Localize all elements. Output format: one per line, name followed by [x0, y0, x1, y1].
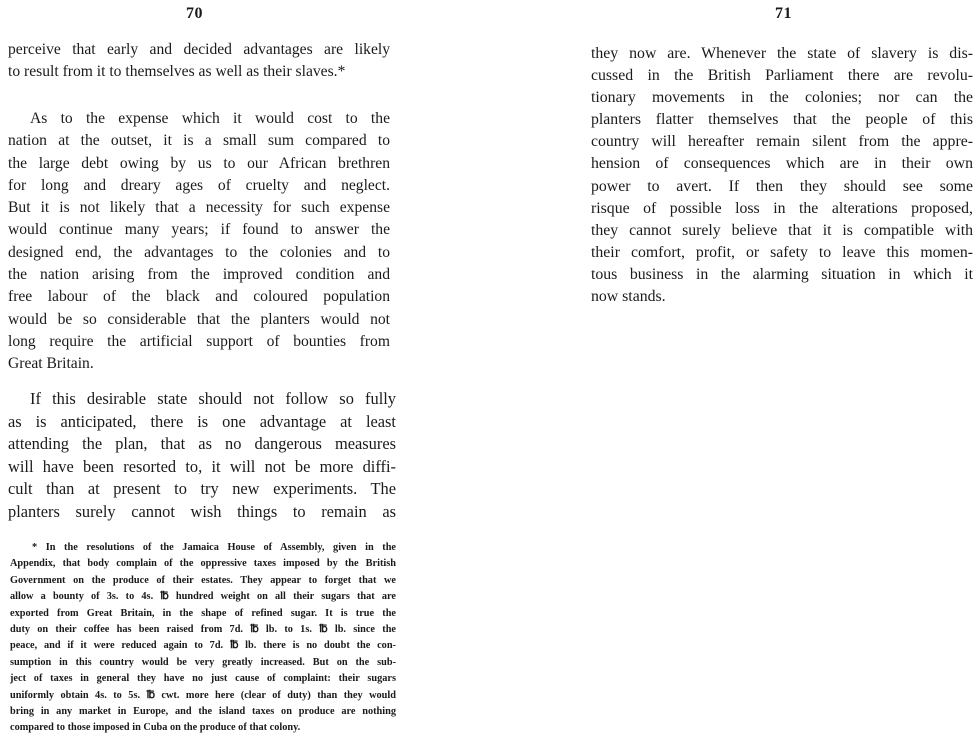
footnote-line: uniformly obtain 4s. to 5s. ℔ cwt. more here (clear of duty) than they would [10, 689, 396, 701]
footnote-line: * In the resolutions of the Jamaica House of Assembly, given in the [32, 542, 396, 553]
text-line: free labour of the black and coloured population [8, 288, 390, 306]
right-page [490, 0, 980, 742]
text-line: they cannot surely believe that it is compatible with [591, 221, 973, 239]
page-number-right: 71 [775, 5, 792, 22]
text-line: the large debt owing by us to our African brethren [8, 154, 390, 172]
footnote-line: compared to those imposed in Cuba on the produce of that colony. [10, 722, 301, 734]
footnote-line: ject of taxes in general they have no just cause of complaint: their sugars [10, 673, 396, 685]
text-line: country will hereafter remain silent from the appre- [591, 133, 973, 151]
footnote [10, 540, 396, 737]
text-line: nation at the outset, it is a small sum compared to [8, 132, 390, 150]
right-paragraph-1 [591, 43, 973, 308]
text-line: attending the plan, that as no dangerous measures [8, 434, 396, 454]
left-paragraph-1 [8, 39, 390, 84]
text-line: tous business in the alarming situation in which it [591, 265, 973, 283]
text-line: Great Britain. [8, 355, 94, 373]
text-line: planters flatter themselves that the people of this [591, 111, 973, 129]
text-line: As to the expense which it would cost to the [30, 110, 390, 127]
text-line: will have been resorted to, it will not be more diffi- [8, 456, 396, 476]
text-line: tionary movements in the colonies; nor can the [591, 89, 973, 107]
text-line: for long and dreary ages of cruelty and neglect. [8, 176, 390, 194]
text-line: But it is not likely that a necessity for such expense [8, 199, 390, 217]
text-line: the nation arising from the improved condition and [8, 266, 390, 284]
text-line: cussed in the British Parliament there are revolu- [591, 67, 973, 85]
footnote-line: bring in any market in Europe, and the island taxes on produce are nothing [10, 706, 396, 718]
text-line: perceive that early and decided advantages are likely [8, 41, 390, 58]
footnote-line: exported from Great Britain, in the shape of refined sugar. It is true the [10, 607, 396, 619]
text-line: their comfort, profit, or safety to leave this momen- [591, 243, 973, 261]
text-line: long require the artificial support of bounties from [8, 332, 390, 350]
text-line: would continue many years; if found to answer the [8, 221, 390, 239]
text-line: planters surely cannot wish things to remain as [8, 501, 396, 521]
text-line: would be so considerable that the planters would not [8, 310, 390, 328]
left-paragraph-2 [8, 108, 390, 376]
text-line: power to avert. If then they should see some [591, 177, 973, 195]
text-line: risque of possible loss in the alterations proposed, [591, 199, 973, 217]
text-line: hension of consequences which are in their own [591, 155, 973, 173]
footnote-line: allow a bounty of 3s. to 4s. ℔ hundred weight on all their sugars that are [10, 591, 396, 603]
page-number-left: 70 [186, 5, 203, 22]
text-line: designed end, the advantages to the colonies and to [8, 243, 390, 261]
footnote-line: sumption in this country would be very greatly increased. But on the sub- [10, 656, 396, 668]
text-line: If this desirable state should not follow so fully [30, 389, 396, 408]
footnote-line: peace, and if it were reduced again to 7d. ℔ lb. there is no doubt the con- [10, 640, 396, 652]
text-line: they now are. Whenever the state of slavery is dis- [591, 45, 973, 62]
footnote-line: Government on the produce of their estates. They appear to forget that we [10, 574, 396, 586]
text-line: cult than at present to try new experiments. The [8, 479, 396, 499]
text-line: now stands. [591, 288, 666, 306]
footnote-line: duty on their coffee has been raised from 7d. ℔ lb. to 1s. ℔ lb. since the [10, 624, 396, 636]
text-line: as is anticipated, there is one advantage at least [8, 411, 396, 431]
text-line: to result from it to themselves as well as their slaves.* [8, 63, 346, 81]
footnote-line: Appendix, that body complain of the oppressive taxes imposed by the British [10, 558, 396, 570]
left-paragraph-3 [8, 388, 396, 524]
